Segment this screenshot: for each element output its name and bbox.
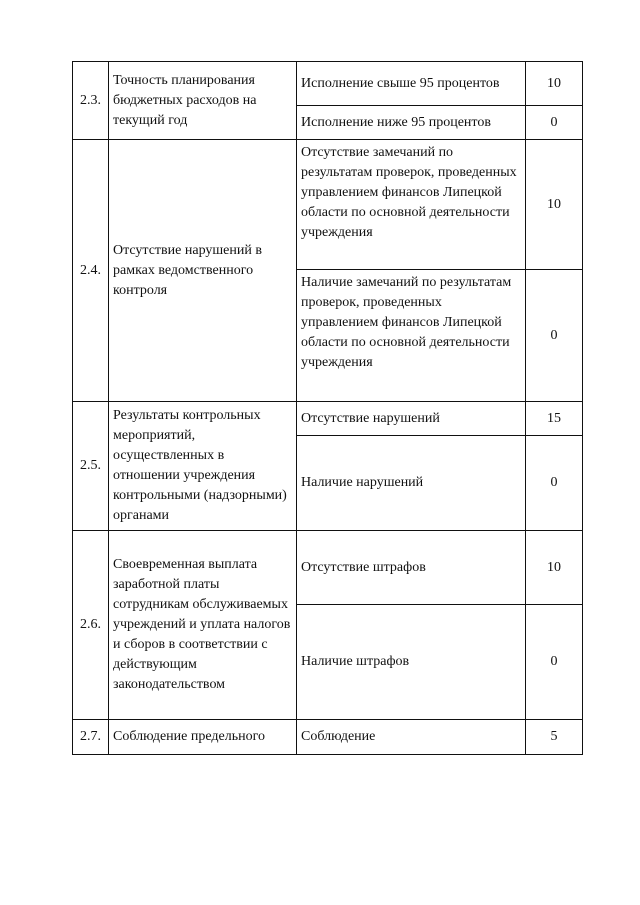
row-number: 2.7. [73,720,109,755]
score-value: 5 [526,720,583,755]
score-value: 10 [526,140,583,270]
row-number: 2.5. [73,402,109,531]
row-number: 2.4. [73,140,109,402]
condition-text: Соблюдение [297,720,526,755]
criterion-text: Своевременная выплата заработной платы сотрудникам обслуживаемых учреждений и уплата налогов и сборов в соответствии с действующим законодательством [109,531,297,720]
criterion-text: Соблюдение предельного [109,720,297,755]
criteria-table [72,61,583,755]
criterion-text: Отсутствие нарушений в рамках ведомственного контроля [109,140,297,402]
score-value: 0 [526,270,583,402]
condition-text: Отсутствие штрафов [297,531,526,605]
condition-text: Наличие штрафов [297,605,526,720]
score-value: 10 [526,531,583,605]
condition-text: Исполнение свыше 95 процентов [297,62,526,106]
table-row [73,531,583,605]
condition-text: Отсутствие замечаний по результатам проверок, проведенных управлением финансов Липецкой области по основной деятельности учреждения [297,140,526,270]
table-row [73,140,583,270]
score-value: 15 [526,402,583,436]
row-number: 2.3. [73,62,109,140]
score-value: 10 [526,62,583,106]
condition-text: Наличие замечаний по результатам проверок, проведенных управлением финансов Липецкой области по основной деятельности учреждения [297,270,526,402]
condition-text: Исполнение ниже 95 процентов [297,106,526,140]
score-value: 0 [526,605,583,720]
table-row [73,720,583,755]
score-value: 0 [526,106,583,140]
criterion-text: Результаты контрольных мероприятий, осуществленных в отношении учреждения контрольными (надзорными) органами [109,402,297,531]
condition-text: Отсутствие нарушений [297,402,526,436]
table-row [73,62,583,106]
score-value: 0 [526,436,583,531]
condition-text: Наличие нарушений [297,436,526,531]
row-number: 2.6. [73,531,109,720]
criterion-text: Точность планирования бюджетных расходов на текущий год [109,62,297,140]
table-row [73,402,583,436]
